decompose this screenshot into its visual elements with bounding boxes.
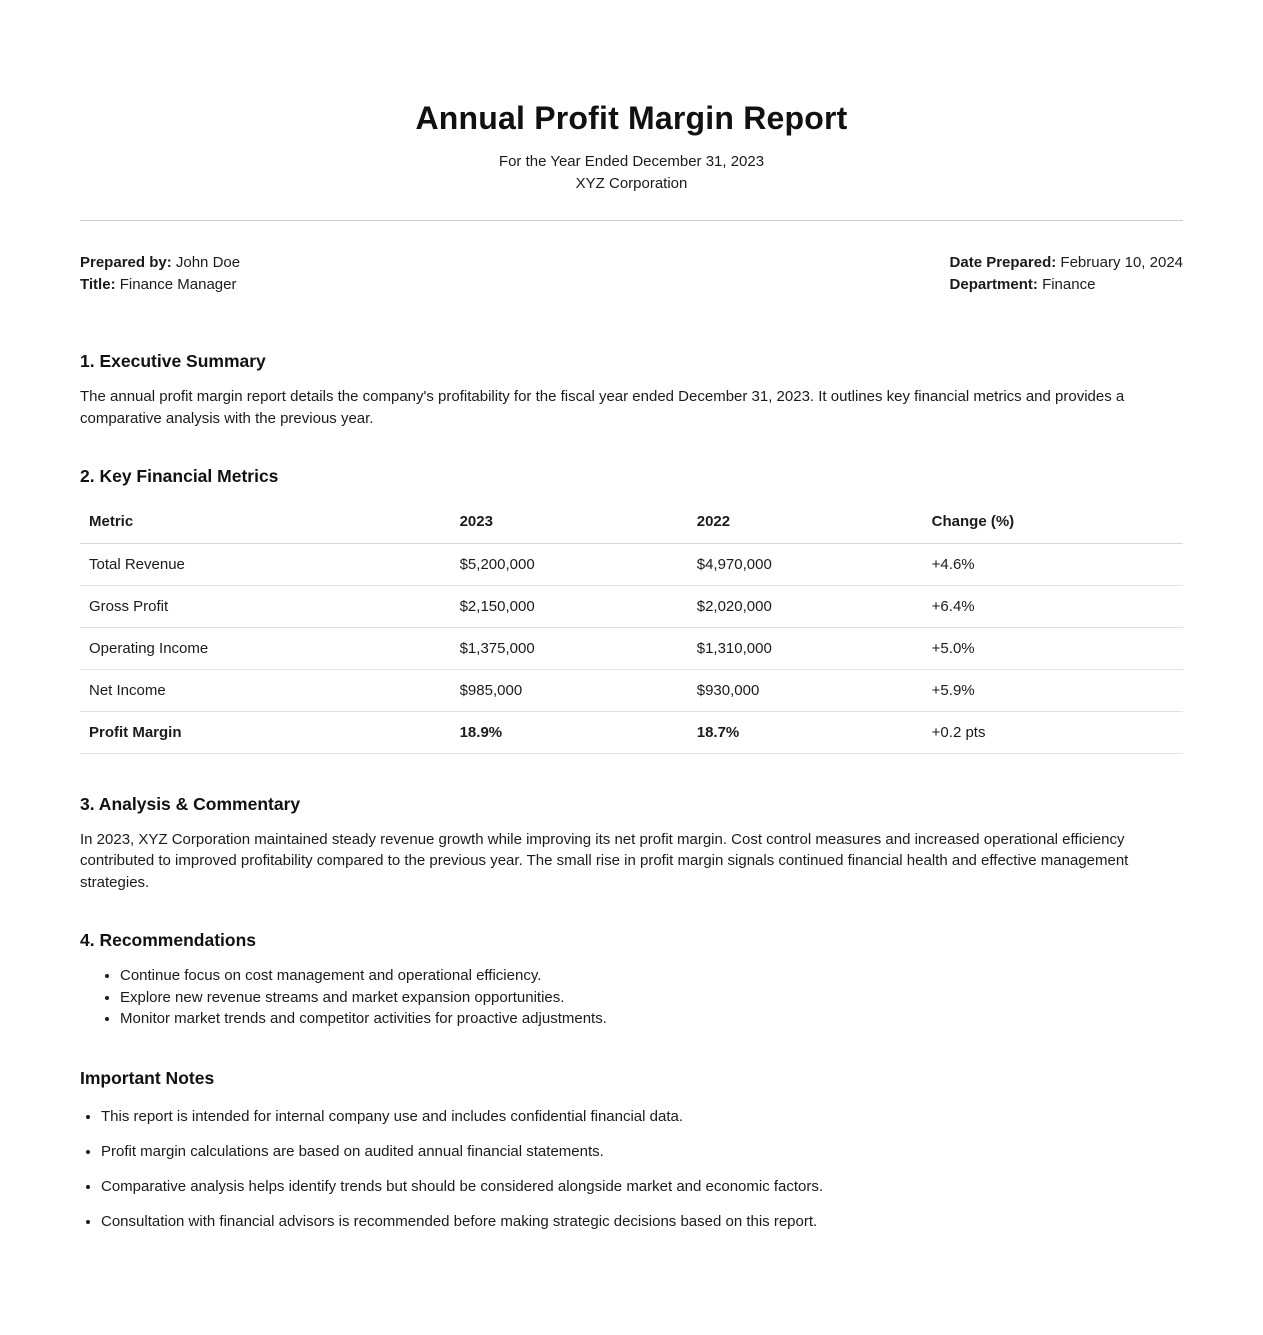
- executive-summary-body: The annual profit margin report details the company's profitability for the fiscal year ended December 31, 2023. It outlines key financial metrics and provides a comparative analysis with the previous year.: [80, 388, 1125, 427]
- meta-right: [950, 252, 1183, 296]
- table-cell: 18.7%: [688, 711, 923, 753]
- table-cell: $1,310,000: [688, 627, 923, 669]
- table-row: [80, 585, 1183, 627]
- analysis-commentary-body: In 2023, XYZ Corporation maintained steady revenue growth while improving its net profit margin. Cost control measures and increased operational efficiency contributed to improved profitability compared to the previous year. The small rise in profit margin signals continued financial health and effective management strategies.: [80, 830, 1129, 891]
- table-cell: Total Revenue: [80, 543, 451, 585]
- table-cell: Gross Profit: [80, 585, 451, 627]
- table-row: [80, 627, 1183, 669]
- meta-left: [80, 252, 240, 296]
- table-cell: +5.0%: [923, 627, 1183, 669]
- table-row: [80, 669, 1183, 711]
- key-metrics-heading: 2. Key Financial Metrics: [80, 466, 279, 486]
- metrics-table: [80, 501, 1183, 754]
- table-cell: $1,375,000: [451, 627, 688, 669]
- preparer-title-line: [80, 274, 240, 296]
- list-item: • Comparative analysis helps identify trends but should be considered alongside market and economic factors.: [101, 1176, 1183, 1198]
- table-cell: $2,020,000: [688, 585, 923, 627]
- table-cell: $985,000: [451, 669, 688, 711]
- list-item: • This report is intended for internal company use and includes confidential financial data.: [101, 1106, 1183, 1128]
- department-label: Department:: [949, 276, 1038, 293]
- table-cell: 18.9%: [451, 711, 688, 753]
- list-item: • Continue focus on cost management and operational efficiency.: [120, 965, 1183, 987]
- report-title: Annual Profit Margin Report: [415, 100, 848, 136]
- table-cell: $2,150,000: [451, 585, 688, 627]
- preparer-title-label: Title:: [80, 276, 116, 293]
- department-line: [950, 274, 1183, 296]
- prepared-by-line: [80, 252, 240, 274]
- table-cell: $5,200,000: [451, 543, 688, 585]
- table-cell: $930,000: [688, 669, 923, 711]
- table-header-row: [80, 501, 1183, 543]
- report-header: [80, 0, 1183, 195]
- section-analysis-commentary: [80, 793, 1183, 894]
- list-item: • Consultation with financial advisors is recommended before making strategic decisions based on this report.: [101, 1211, 1183, 1233]
- table-cell: Net Income: [80, 669, 451, 711]
- report-subtitle-company: XYZ Corporation: [575, 175, 688, 192]
- date-prepared-value: February 10, 2024: [1060, 254, 1183, 271]
- column-header: 2022: [688, 501, 923, 543]
- date-prepared-line: [950, 252, 1183, 274]
- recommendations-heading: 4. Recommendations: [80, 930, 257, 950]
- report-subtitle: [80, 151, 1183, 195]
- analysis-commentary-heading: 3. Analysis & Commentary: [80, 793, 301, 814]
- table-cell: $4,970,000: [688, 543, 923, 585]
- prepared-by-label: Prepared by:: [80, 254, 172, 271]
- report-subtitle-period: For the Year Ended December 31, 2023: [498, 153, 765, 170]
- important-notes-heading: Important Notes: [80, 1067, 215, 1088]
- column-header: Metric: [80, 501, 451, 543]
- table-cell: +6.4%: [923, 585, 1183, 627]
- table-row: [80, 711, 1183, 753]
- column-header: 2023: [451, 501, 688, 543]
- table-cell: Profit Margin: [80, 711, 451, 753]
- recommendations-list: [80, 965, 1183, 1030]
- table-cell: +0.2 pts: [923, 711, 1183, 753]
- section-key-financial-metrics: [80, 465, 1183, 754]
- table-cell: +4.6%: [923, 543, 1183, 585]
- meta-section: [80, 252, 1183, 296]
- column-header: Change (%): [923, 501, 1183, 543]
- notes-list: [80, 1106, 1183, 1233]
- section-executive-summary: [80, 350, 1183, 429]
- department-value: Finance: [1042, 276, 1096, 293]
- header-divider: [80, 220, 1183, 221]
- executive-summary-heading: 1. Executive Summary: [80, 351, 266, 371]
- preparer-title-value: Finance Manager: [119, 276, 237, 293]
- prepared-by-value: John Doe: [175, 254, 241, 271]
- table-row: [80, 543, 1183, 585]
- list-item: • Explore new revenue streams and market expansion opportunities.: [120, 987, 1183, 1009]
- list-item: • Profit margin calculations are based on audited annual financial statements.: [101, 1141, 1183, 1163]
- table-cell: +5.9%: [923, 669, 1183, 711]
- list-item: • Monitor market trends and competitor activities for proactive adjustments.: [120, 1008, 1183, 1030]
- metrics-table-body: [80, 543, 1183, 753]
- section-important-notes: [80, 1067, 1183, 1233]
- section-recommendations: [80, 929, 1183, 1030]
- table-cell: Operating Income: [80, 627, 451, 669]
- date-prepared-label: Date Prepared:: [949, 254, 1057, 271]
